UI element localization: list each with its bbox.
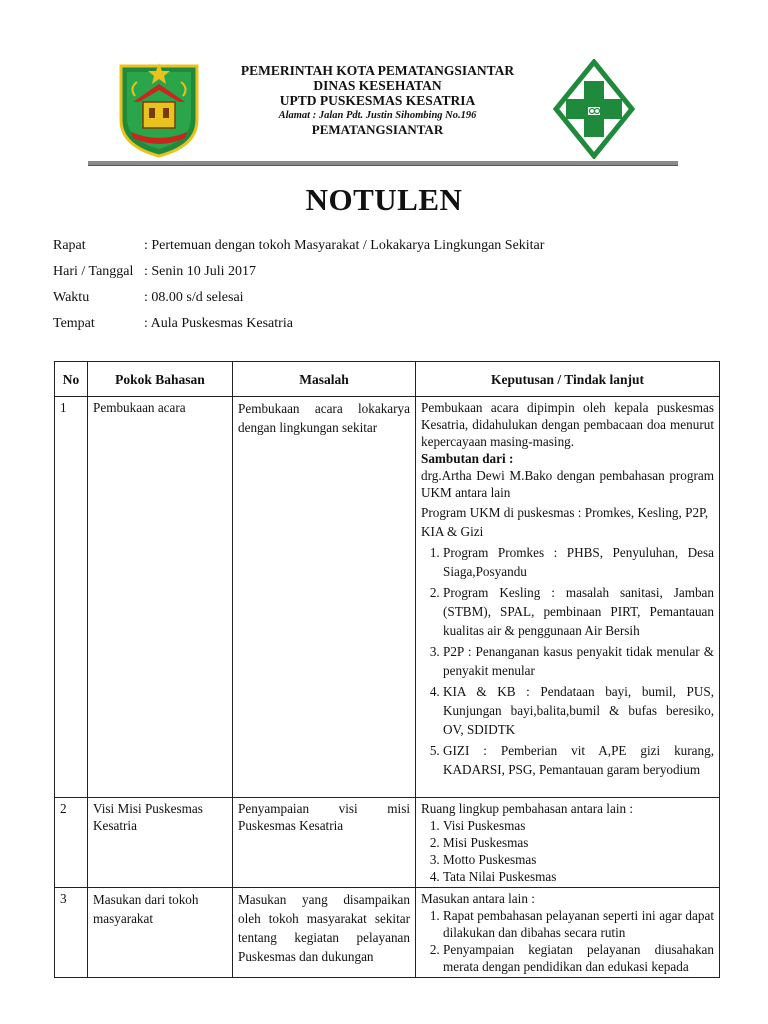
row-issue: Penyampaian visi misi Puskesmas Kesatria bbox=[233, 798, 416, 888]
meta-row-rapat bbox=[53, 238, 544, 264]
header-masalah: Masalah bbox=[233, 362, 416, 397]
list-item: 2. Penyampaian kegiatan pelayanan diusahakan merata dengan pendidikan dan edukasi kepada bbox=[443, 941, 714, 975]
header-pokok-bahasan: Pokok Bahasan bbox=[88, 362, 233, 397]
letterhead-text bbox=[220, 63, 535, 137]
decision-intro: Ruang lingkup pembahasan antara lain : bbox=[421, 801, 634, 816]
meta-row-date bbox=[53, 264, 544, 290]
row-issue: Masukan yang disampaikan oleh tokoh masyarakat sekitar tentang kegiatan pelayanan Puskesmas dan dukungan bbox=[233, 888, 416, 978]
row-number: 1 bbox=[55, 397, 88, 798]
header-keputusan: Keputusan / Tindak lanjut bbox=[416, 362, 720, 397]
row-issue: Pembukaan acara lokakarya dengan lingkungan sekitar bbox=[233, 397, 416, 798]
row-decision bbox=[416, 397, 720, 798]
list-item: 1. Visi Puskesmas bbox=[443, 817, 714, 834]
table-row bbox=[55, 798, 720, 888]
address: Alamat : Jalan Pdt. Justin Sihombing No.196 bbox=[278, 110, 477, 121]
letterhead-divider bbox=[88, 161, 678, 166]
meta-value: : Senin 10 Juli 2017 bbox=[144, 264, 257, 279]
city-name: PEMATANGSIANTAR bbox=[311, 122, 444, 137]
header-no: No bbox=[55, 362, 88, 397]
row-number: 2 bbox=[55, 798, 88, 888]
agency-name: DINAS KESEHATAN bbox=[313, 78, 442, 93]
list-item: 5. GIZI : Pemberian vit A,PE gizi kurang, KADARSI, PSG, Pemantauan garam beryodium bbox=[443, 741, 714, 779]
decision-sambutan: Sambutan dari : bbox=[421, 451, 514, 466]
meta-row-time bbox=[53, 290, 544, 316]
decision-list bbox=[421, 543, 714, 779]
meta-label: Hari / Tanggal bbox=[53, 264, 134, 279]
meta-label: Waktu bbox=[53, 290, 90, 305]
letterhead bbox=[0, 0, 768, 170]
table-header-row bbox=[55, 362, 720, 397]
row-topic: Pembukaan acara bbox=[88, 397, 233, 798]
decision-list bbox=[421, 907, 714, 975]
list-item: 4. KIA & KB : Pendataan bayi, bumil, PUS, Kunjungan bayi,balita,bumil & bufas beresiko, OV, SDIDTK bbox=[443, 682, 714, 739]
row-number: 3 bbox=[55, 888, 88, 978]
row-topic: Masukan dari tokoh masyarakat bbox=[88, 888, 233, 978]
meta-value: : 08.00 s/d selesai bbox=[144, 290, 244, 305]
meta-value: : Pertemuan dengan tokoh Masyarakat / Lokakarya Lingkungan Sekitar bbox=[144, 238, 545, 253]
list-item: 2. Misi Puskesmas bbox=[443, 834, 714, 851]
decision-speaker: drg.Artha Dewi M.Bako dengan pembahasan program UKM antara lain bbox=[421, 468, 714, 500]
meta-value: : Aula Puskesmas Kesatria bbox=[144, 316, 293, 331]
list-item: 1. Rapat pembahasan pelayanan seperti ini agar dapat dilakukan dan dibahas secara rutin bbox=[443, 907, 714, 941]
page-title: NOTULEN bbox=[305, 182, 463, 217]
meeting-info bbox=[53, 238, 544, 342]
decision-intro: Masukan antara lain : bbox=[421, 891, 535, 906]
decision-program: Program UKM di puskesmas : Promkes, Kesling, P2P, KIA & Gizi bbox=[421, 505, 709, 539]
unit-name: UPTD PUSKESMAS KESATRIA bbox=[279, 93, 476, 108]
meta-label: Rapat bbox=[53, 238, 86, 253]
list-item: 3. Motto Puskesmas bbox=[443, 851, 714, 868]
list-item: 2. Program Kesling : masalah sanitasi, Jamban (STBM), SPAL, pembinaan PIRT, Pemantauan kualitas air & penggunaan Air Bersih bbox=[443, 583, 714, 640]
decision-intro: Pembukaan acara dipimpin oleh kepala puskesmas Kesatria, didahulukan dengan pembacaan doa menurut kepercayaan masing-masing. bbox=[421, 400, 714, 449]
table-row bbox=[55, 397, 720, 798]
row-topic: Visi Misi Puskesmas Kesatria bbox=[88, 798, 233, 888]
government-name: PEMERINTAH KOTA PEMATANGSIANTAR bbox=[240, 63, 515, 78]
table-row bbox=[55, 888, 720, 978]
minutes-table bbox=[54, 361, 720, 978]
decision-list bbox=[421, 817, 714, 885]
meta-label: Tempat bbox=[53, 316, 95, 331]
row-decision bbox=[416, 798, 720, 888]
list-item: 4. Tata Nilai Puskesmas bbox=[443, 868, 714, 885]
list-item: 3. P2P : Penanganan kasus penyakit tidak menular & penyakit menular bbox=[443, 642, 714, 680]
row-decision bbox=[416, 888, 720, 978]
puskesmas-cross-icon bbox=[553, 59, 635, 159]
city-emblem-icon bbox=[117, 58, 201, 158]
meta-row-place bbox=[53, 316, 544, 342]
list-item: 1. Program Promkes : PHBS, Penyuluhan, Desa Siaga,Posyandu bbox=[443, 543, 714, 581]
